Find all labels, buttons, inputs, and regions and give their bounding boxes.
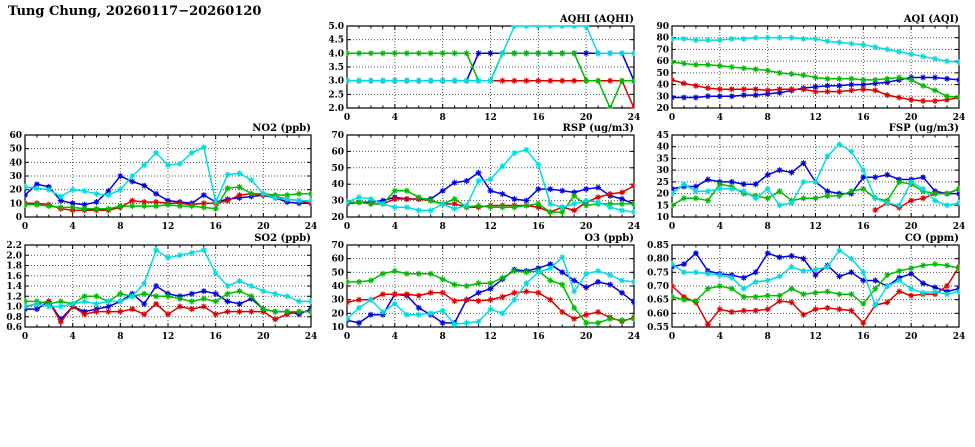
aqi-ytick: 30 xyxy=(656,92,669,103)
aqhi-xtick: 16 xyxy=(532,113,545,123)
rsp-xtick: 20 xyxy=(579,222,593,232)
o3-ytick: 30 xyxy=(331,295,344,306)
co-xtick: 12 xyxy=(809,332,822,342)
no2-ytick: 20 xyxy=(9,185,22,196)
co-xtick: 20 xyxy=(904,332,918,342)
co-xtick: 24 xyxy=(952,332,966,342)
aqi-ytick: 80 xyxy=(656,33,669,44)
rsp-ytick: 30 xyxy=(331,196,344,207)
no2-plot xyxy=(0,122,321,235)
fsp-ytick: 45 xyxy=(656,131,669,141)
so2-xtick: 0 xyxy=(21,332,29,342)
o3-ytick: 20 xyxy=(331,309,344,320)
fsp-title: FSP (ug/m3) xyxy=(888,123,959,134)
co-ytick: 0.55 xyxy=(647,323,669,333)
aqi-xtick: 0 xyxy=(668,113,676,123)
co-plot xyxy=(642,232,969,345)
o3-xtick: 0 xyxy=(343,332,351,342)
no2-ytick: 60 xyxy=(9,131,22,141)
aqi-ytick: 70 xyxy=(656,45,669,56)
aqi-xtick: 4 xyxy=(716,113,723,123)
fsp-ytick: 30 xyxy=(656,166,669,177)
no2-ytick: 0 xyxy=(15,213,22,223)
rsp-ytick: 60 xyxy=(331,147,344,158)
no2-xtick: 8 xyxy=(117,222,124,232)
so2-ytick: 1.6 xyxy=(6,271,22,282)
no2-xtick: 4 xyxy=(69,222,76,232)
aqhi-ytick: 4.5 xyxy=(328,35,344,46)
no2-ytick: 50 xyxy=(9,144,22,155)
so2-xtick: 8 xyxy=(117,332,124,342)
aqi-xtick: 12 xyxy=(809,113,822,123)
no2-ytick: 30 xyxy=(9,172,22,182)
rsp-xtick: 12 xyxy=(484,222,497,232)
rsp-xtick: 0 xyxy=(343,222,351,232)
o3-xtick: 20 xyxy=(579,332,593,342)
rsp-xtick: 4 xyxy=(391,222,398,232)
o3-ytick: 10 xyxy=(331,323,344,333)
aqi-xtick: 24 xyxy=(952,113,966,123)
aqi-xtick: 20 xyxy=(904,113,918,123)
fsp-xtick: 0 xyxy=(668,222,676,232)
fsp-ytick: 10 xyxy=(656,213,669,223)
aqhi-xtick: 20 xyxy=(579,113,593,123)
fsp-ytick: 35 xyxy=(656,154,669,165)
o3-ytick: 70 xyxy=(331,241,344,251)
co-ytick: 0.85 xyxy=(647,241,669,251)
no2-xtick: 20 xyxy=(257,222,270,232)
co-ytick: 0.65 xyxy=(647,295,669,306)
rsp-xtick: 16 xyxy=(532,222,545,232)
no2-xtick: 16 xyxy=(209,222,222,232)
aqhi-ytick: 3.5 xyxy=(328,63,344,73)
aqi-plot xyxy=(642,13,969,126)
so2-ytick: 1.4 xyxy=(6,282,22,292)
co-xtick: 16 xyxy=(857,332,870,342)
aqhi-ytick: 3.0 xyxy=(328,76,344,87)
rsp-ytick: 50 xyxy=(331,163,344,174)
no2-xtick: 24 xyxy=(304,222,318,232)
aqi-ytick: 20 xyxy=(656,104,669,114)
o3-ytick: 40 xyxy=(331,282,344,292)
fsp-xtick: 12 xyxy=(809,222,822,232)
so2-ytick: 1.0 xyxy=(6,302,22,313)
aqhi-xtick: 24 xyxy=(627,113,641,123)
o3-title: O3 (ppb) xyxy=(584,233,634,244)
so2-xtick: 24 xyxy=(304,332,318,342)
fsp-xtick: 24 xyxy=(952,222,966,232)
rsp-xtick: 24 xyxy=(627,222,641,232)
aqi-ytick: 60 xyxy=(656,57,669,68)
aqhi-ytick: 2.5 xyxy=(328,90,344,101)
rsp-title: RSP (ug/m3) xyxy=(562,123,634,134)
co-ytick: 0.60 xyxy=(647,309,669,320)
rsp-ytick: 20 xyxy=(331,213,344,223)
rsp-plot xyxy=(317,122,644,235)
no2-title: NO2 (ppb) xyxy=(252,123,311,134)
co-ytick: 0.70 xyxy=(647,282,669,292)
fsp-xtick: 16 xyxy=(857,222,870,232)
aqhi-xtick: 0 xyxy=(343,113,351,123)
aqhi-plot xyxy=(317,13,644,126)
fsp-xtick: 20 xyxy=(904,222,918,232)
co-xtick: 0 xyxy=(668,332,676,342)
o3-xtick: 8 xyxy=(439,332,446,342)
no2-xtick: 0 xyxy=(21,222,29,232)
co-xtick: 8 xyxy=(764,332,771,342)
rsp-ytick: 40 xyxy=(331,180,344,191)
aqhi-xtick: 8 xyxy=(439,113,446,123)
aqi-xtick: 16 xyxy=(857,113,870,123)
fsp-ytick: 20 xyxy=(656,189,669,200)
o3-xtick: 16 xyxy=(532,332,545,342)
o3-xtick: 12 xyxy=(484,332,497,342)
fsp-xtick: 4 xyxy=(716,222,723,232)
so2-xtick: 12 xyxy=(161,332,175,342)
so2-xtick: 4 xyxy=(69,332,76,342)
co-xtick: 4 xyxy=(716,332,723,342)
co-ytick: 0.80 xyxy=(647,254,669,265)
so2-ytick: 0.8 xyxy=(6,312,22,323)
aqhi-xtick: 4 xyxy=(391,113,398,123)
no2-xtick: 12 xyxy=(161,222,175,232)
fsp-xtick: 8 xyxy=(764,222,771,232)
so2-title: SO2 (ppb) xyxy=(254,233,311,244)
no2-ytick: 40 xyxy=(9,158,22,169)
aqi-ytick: 40 xyxy=(656,80,669,91)
fsp-ytick: 25 xyxy=(656,177,669,188)
so2-ytick: 1.8 xyxy=(6,261,22,272)
so2-plot xyxy=(0,232,321,345)
fsp-ytick: 40 xyxy=(656,142,669,153)
fsp-plot xyxy=(642,122,969,235)
o3-plot xyxy=(317,232,644,345)
co-ytick: 0.75 xyxy=(647,268,669,279)
aqhi-ytick: 5.0 xyxy=(328,22,344,32)
so2-ytick: 1.2 xyxy=(6,292,22,303)
co-title: CO (ppm) xyxy=(904,233,959,244)
o3-xtick: 4 xyxy=(391,332,398,342)
o3-ytick: 50 xyxy=(331,268,344,279)
rsp-xtick: 8 xyxy=(439,222,446,232)
aqi-ytick: 50 xyxy=(656,68,669,79)
rsp-ytick: 70 xyxy=(331,131,344,141)
so2-ytick: 2.2 xyxy=(6,241,22,251)
o3-ytick: 60 xyxy=(331,254,344,265)
o3-xtick: 24 xyxy=(627,332,641,342)
so2-xtick: 16 xyxy=(209,332,222,342)
aqhi-xtick: 12 xyxy=(484,113,497,123)
aqhi-ytick: 2.0 xyxy=(328,104,344,114)
aqhi-title: AQHI (AQHI) xyxy=(559,14,634,25)
so2-ytick: 0.6 xyxy=(6,323,22,333)
so2-xtick: 20 xyxy=(257,332,270,342)
fsp-ytick: 15 xyxy=(656,201,669,212)
aqhi-ytick: 4.0 xyxy=(328,49,344,60)
no2-ytick: 10 xyxy=(9,199,22,210)
aqi-title: AQI (AQI) xyxy=(903,14,959,25)
aqi-ytick: 90 xyxy=(656,22,669,32)
so2-ytick: 2.0 xyxy=(6,251,22,262)
page-title: Tung Chung, 20260117−20260120 xyxy=(8,4,262,19)
aqi-xtick: 8 xyxy=(764,113,771,123)
